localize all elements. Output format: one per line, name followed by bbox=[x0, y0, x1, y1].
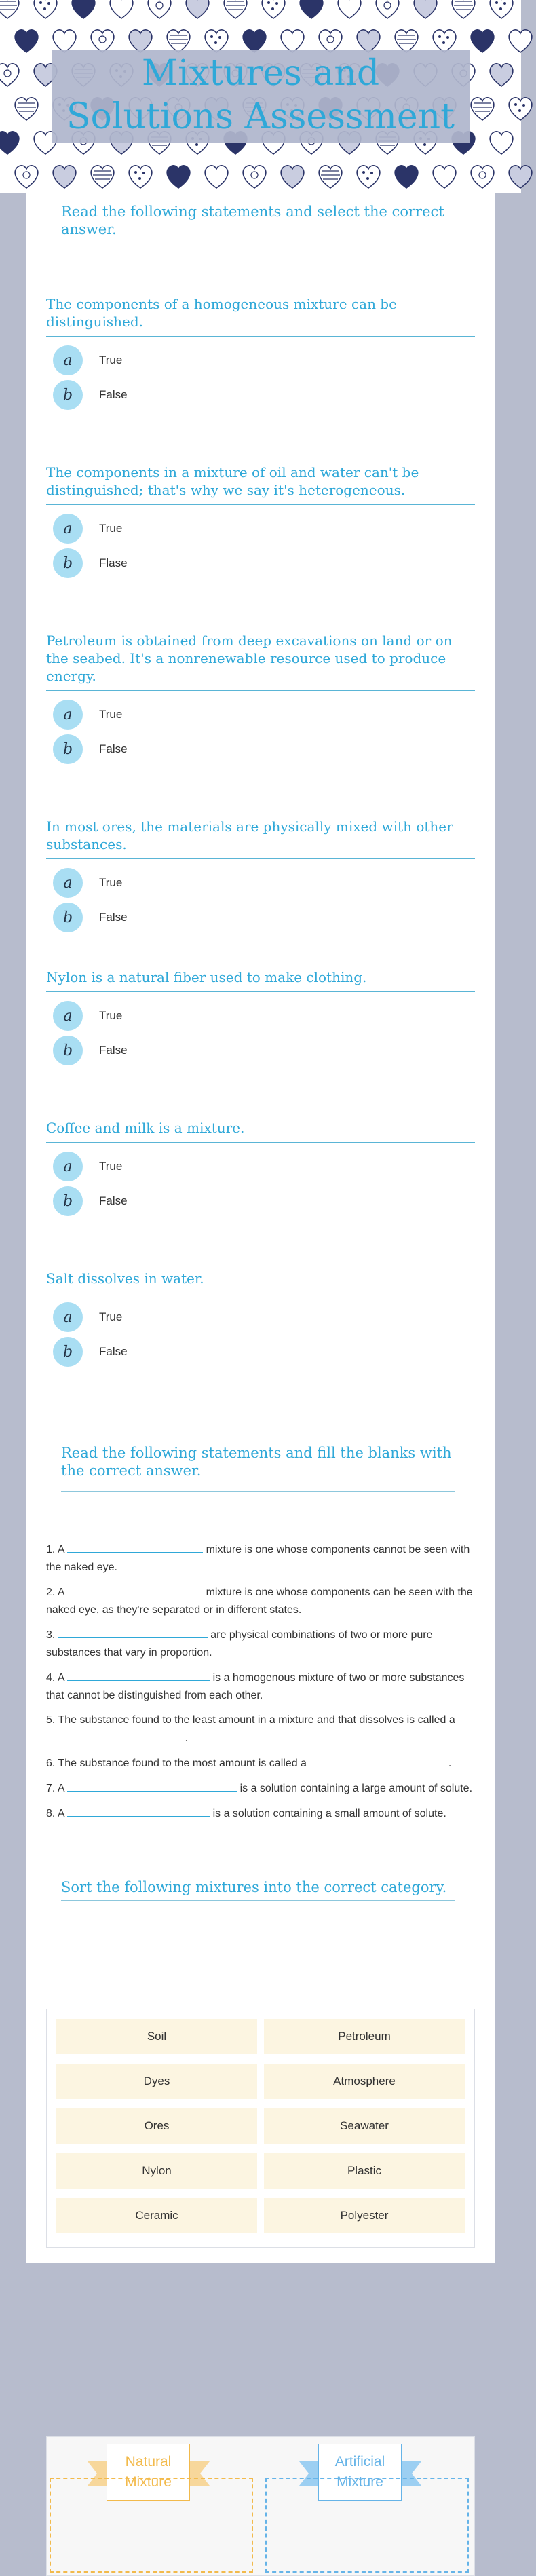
option-letter-b: b bbox=[53, 380, 83, 410]
heart-pattern-icon bbox=[11, 24, 42, 56]
question-text: The components of a homogeneous mixture can be distinguished. bbox=[46, 296, 397, 330]
heart-pattern-icon bbox=[467, 160, 498, 191]
fill-sentence-start: 4. A bbox=[46, 1672, 68, 1684]
sort-item-chip[interactable]: Ceramic bbox=[56, 2198, 257, 2233]
answer-option-b[interactable] bbox=[53, 380, 128, 410]
option-label: True bbox=[99, 1009, 123, 1022]
blank-input[interactable] bbox=[67, 1779, 237, 1792]
sort-item-chip[interactable]: Seawater bbox=[264, 2108, 465, 2144]
answer-option-b[interactable] bbox=[53, 734, 128, 764]
heart-pattern-icon bbox=[486, 0, 517, 22]
heart-pattern-icon bbox=[0, 126, 23, 157]
heart-pattern-icon bbox=[0, 0, 23, 22]
heart-pattern-icon bbox=[106, 0, 137, 22]
heart-pattern-icon bbox=[87, 160, 118, 191]
option-letter-a: a bbox=[53, 700, 83, 730]
question-rule bbox=[46, 991, 475, 992]
sort-item-chip[interactable]: Atmosphere bbox=[264, 2064, 465, 2099]
heart-pattern-icon bbox=[163, 160, 194, 191]
answer-option-a[interactable] bbox=[53, 868, 122, 898]
heart-pattern-icon bbox=[296, 0, 327, 22]
fill-card bbox=[26, 1425, 495, 2263]
answer-option-a[interactable] bbox=[53, 1001, 122, 1031]
heart-pattern-icon bbox=[372, 0, 403, 22]
fill-sentence bbox=[46, 1754, 480, 1773]
heart-pattern-icon bbox=[315, 160, 346, 191]
artificial-mixture-dropzone[interactable] bbox=[265, 2478, 469, 2573]
heart-pattern-icon bbox=[11, 92, 42, 124]
heart-pattern-icon bbox=[505, 160, 536, 191]
worksheet bbox=[26, 193, 495, 2490]
page-title: Mixtures and Solutions Assessment bbox=[66, 53, 455, 137]
heart-pattern-icon bbox=[144, 0, 175, 22]
heart-pattern-icon bbox=[505, 24, 536, 56]
question-rule bbox=[46, 1142, 475, 1143]
question-text: Nylon is a natural fiber used to make clothing. bbox=[46, 969, 367, 985]
sort-item-chip[interactable]: Soil bbox=[56, 2019, 257, 2054]
answer-option-b[interactable] bbox=[53, 1036, 128, 1065]
fill-sentence-end: is a homogenous mixture of two or more substances that cannot be distinguished from each other. bbox=[46, 1672, 465, 1701]
fill-sentence bbox=[46, 1711, 480, 1747]
option-label: True bbox=[99, 522, 123, 535]
option-letter-a: a bbox=[53, 1152, 83, 1181]
blank-input[interactable] bbox=[309, 1754, 445, 1766]
option-letter-a: a bbox=[53, 514, 83, 544]
fill-sentence-start: 2. A bbox=[46, 1587, 68, 1598]
option-letter-a: a bbox=[53, 1302, 83, 1332]
fill-sentence-end: mixture is one whose components cannot be seen with the naked eye. bbox=[46, 1544, 470, 1573]
fill-sentence-start: 6. The substance found to the most amount is called a bbox=[46, 1758, 310, 1769]
answer-option-a[interactable] bbox=[53, 514, 122, 544]
option-label: False bbox=[99, 911, 128, 924]
fill-sentence-start: 8. A bbox=[46, 1808, 68, 1819]
sort-item-chip[interactable]: Ores bbox=[56, 2108, 257, 2144]
fill-sentence bbox=[46, 1669, 480, 1705]
heart-pattern-icon bbox=[0, 58, 23, 90]
answer-option-a[interactable] bbox=[53, 1152, 122, 1181]
option-label: False bbox=[99, 1345, 128, 1358]
fill-sentence-start: 5. The substance found to the least amount in a mixture and that dissolves is called a bbox=[46, 1714, 455, 1726]
sort-instructions: Sort the following mixtures into the correct category. bbox=[61, 1879, 447, 1895]
sort-item-chip[interactable]: Polyester bbox=[264, 2198, 465, 2233]
heart-pattern-icon bbox=[486, 58, 517, 90]
answer-option-b[interactable] bbox=[53, 1186, 128, 1216]
natural-mixture-label: Natural Mixture bbox=[107, 2444, 190, 2501]
fill-instructions-rule bbox=[61, 1491, 455, 1492]
blank-input[interactable] bbox=[67, 1583, 203, 1595]
blank-input[interactable] bbox=[67, 1540, 203, 1553]
heart-pattern-icon bbox=[448, 0, 479, 22]
heart-pattern-icon bbox=[353, 160, 384, 191]
heart-pattern-icon bbox=[334, 0, 365, 22]
option-letter-a: a bbox=[53, 868, 83, 898]
quiz-card bbox=[26, 193, 495, 1425]
question-text: Petroleum is obtained from deep excavations on land or on the seabed. It's a nonrenewable resource used to produce energy. bbox=[46, 632, 453, 684]
heart-pattern-icon bbox=[505, 92, 536, 124]
option-label: False bbox=[99, 388, 128, 401]
option-label: True bbox=[99, 876, 123, 889]
sort-item-chip[interactable]: Dyes bbox=[56, 2064, 257, 2099]
option-letter-b: b bbox=[53, 1036, 83, 1065]
fill-sentence-end: . bbox=[182, 1732, 188, 1744]
heart-pattern-icon bbox=[277, 160, 308, 191]
multiple-choice-instructions: Read the following statements and select the correct answer. bbox=[61, 204, 444, 238]
option-label: False bbox=[99, 1194, 128, 1207]
heart-pattern-icon bbox=[30, 0, 61, 22]
option-letter-b: b bbox=[53, 1337, 83, 1367]
heart-pattern-icon bbox=[11, 160, 42, 191]
answer-option-b[interactable] bbox=[53, 548, 128, 578]
answer-option-a[interactable] bbox=[53, 345, 122, 375]
option-letter-a: a bbox=[53, 345, 83, 375]
fill-sentence-start: 3. bbox=[46, 1629, 58, 1641]
option-letter-b: b bbox=[53, 903, 83, 932]
question-text: In most ores, the materials are physically mixed with other substances. bbox=[46, 818, 453, 852]
sort-instructions-rule bbox=[61, 1900, 455, 1901]
option-letter-b: b bbox=[53, 1186, 83, 1216]
heart-pattern-icon bbox=[467, 24, 498, 56]
fill-sentence bbox=[46, 1804, 480, 1823]
category-bins bbox=[46, 2436, 475, 2576]
fill-sentence-end: mixture is one whose components can be seen with the naked eye, as they're separated or in different states. bbox=[46, 1587, 473, 1616]
heart-pattern-icon bbox=[125, 160, 156, 191]
answer-option-b[interactable] bbox=[53, 903, 128, 932]
heart-pattern-icon bbox=[68, 0, 99, 22]
question-rule bbox=[46, 504, 475, 505]
blank-input[interactable] bbox=[67, 1669, 210, 1681]
blank-input[interactable] bbox=[67, 1804, 210, 1817]
answer-option-b[interactable] bbox=[53, 1337, 128, 1367]
heart-pattern-icon bbox=[429, 160, 460, 191]
sort-item-chip[interactable]: Petroleum bbox=[264, 2019, 465, 2054]
option-label: True bbox=[99, 1160, 123, 1173]
heart-pattern-icon bbox=[239, 160, 270, 191]
sort-items-box bbox=[46, 2009, 475, 2248]
option-label: True bbox=[99, 354, 123, 366]
fill-sentence-start: 1. A bbox=[46, 1544, 68, 1555]
question-text: The components in a mixture of oil and water can't be distinguished; that's why we say it's heterogeneous. bbox=[46, 464, 419, 498]
heart-pattern-icon bbox=[486, 126, 517, 157]
heart-pattern-icon bbox=[410, 0, 441, 22]
heart-pattern-icon bbox=[49, 160, 80, 191]
fill-sentence-end: . bbox=[445, 1758, 452, 1769]
question-rule bbox=[46, 336, 475, 337]
answer-option-a[interactable] bbox=[53, 700, 122, 730]
option-label: False bbox=[99, 1044, 128, 1057]
fill-sentence-start: 7. A bbox=[46, 1783, 68, 1794]
fill-sentence-end: are physical combinations of two or more pure substances that vary in proportion. bbox=[46, 1629, 433, 1659]
heart-pattern-icon bbox=[391, 160, 422, 191]
question-rule bbox=[46, 858, 475, 859]
question-text: Salt dissolves in water. bbox=[46, 1270, 204, 1287]
question-rule bbox=[46, 690, 475, 691]
artificial-mixture-label: Artificial Mixture bbox=[318, 2444, 402, 2501]
fill-sentence-end: is a solution containing a large amount of solute. bbox=[237, 1783, 473, 1794]
answer-option-a[interactable] bbox=[53, 1302, 122, 1332]
heart-pattern-icon bbox=[220, 0, 251, 22]
option-label: True bbox=[99, 1310, 123, 1323]
question-text: Coffee and milk is a mixture. bbox=[46, 1120, 245, 1136]
heart-pattern-icon bbox=[201, 160, 232, 191]
blank-input[interactable] bbox=[46, 1729, 182, 1741]
fill-sentence bbox=[46, 1779, 480, 1798]
heart-pattern-icon bbox=[258, 0, 289, 22]
sort-item-chip[interactable]: Plastic bbox=[264, 2153, 465, 2189]
sort-item-chip[interactable]: Nylon bbox=[56, 2153, 257, 2189]
fill-sentence bbox=[46, 1626, 480, 1662]
option-label: True bbox=[99, 708, 123, 721]
option-letter-b: b bbox=[53, 548, 83, 578]
fill-sentence bbox=[46, 1540, 480, 1576]
option-label: Flase bbox=[99, 556, 128, 569]
heart-pattern-icon bbox=[182, 0, 213, 22]
natural-mixture-dropzone[interactable] bbox=[50, 2478, 253, 2573]
fill-instructions: Read the following statements and fill the blanks with the correct answer. bbox=[61, 1445, 452, 1479]
fill-sentence-end: is a solution containing a small amount of solute. bbox=[210, 1808, 446, 1819]
blank-input[interactable] bbox=[58, 1626, 208, 1638]
heart-pattern-icon bbox=[467, 92, 498, 124]
option-label: False bbox=[99, 742, 128, 755]
fill-sentence bbox=[46, 1583, 480, 1619]
option-letter-a: a bbox=[53, 1001, 83, 1031]
option-letter-b: b bbox=[53, 734, 83, 764]
fill-in-list bbox=[46, 1540, 480, 1830]
